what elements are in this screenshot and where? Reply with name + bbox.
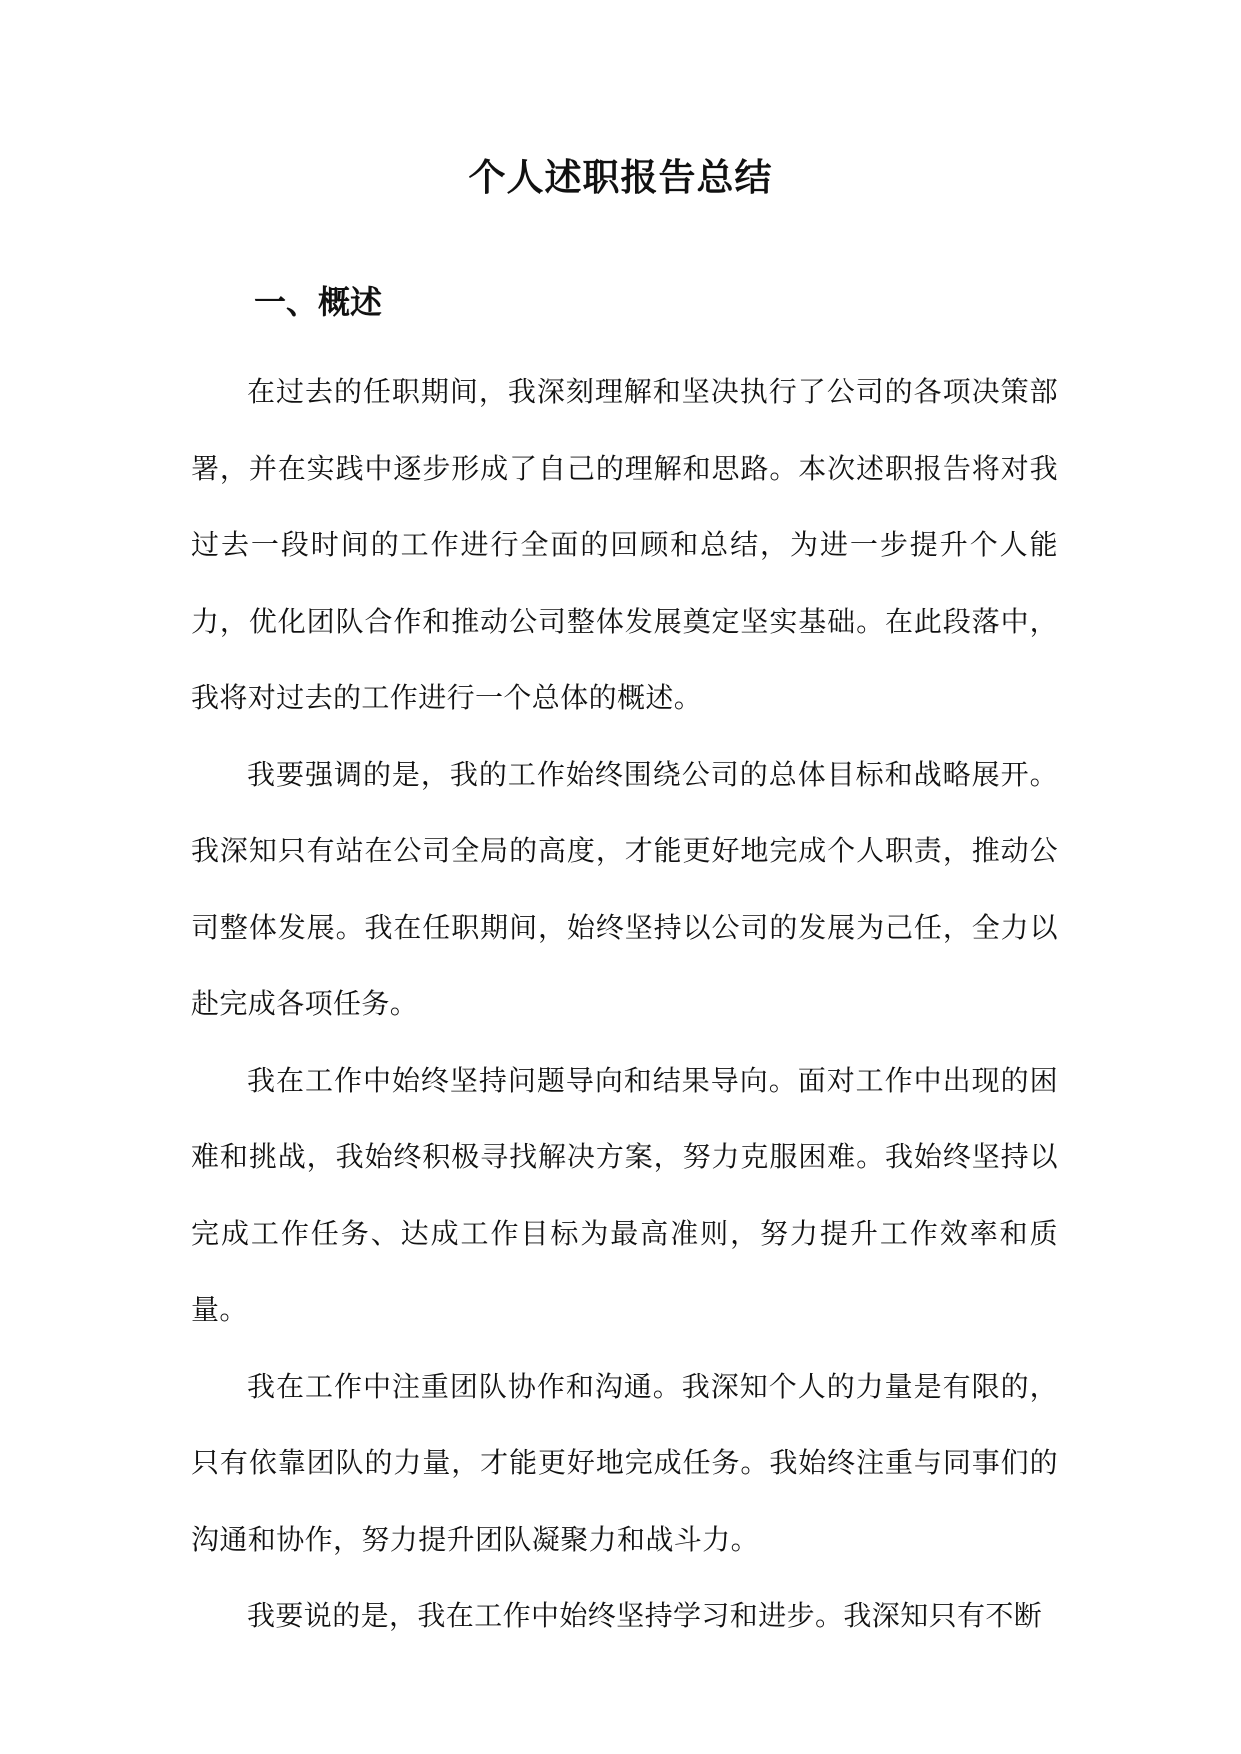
section-heading: 一、概述 <box>254 283 383 321</box>
paragraph: 我在工作中注重团队协作和沟通。我深知个人的力量是有限的，只有依靠团队的力量，才能更好地完成任务。我始终注重与同事们的沟通和协作，努力提升团队凝聚力和战斗力。 <box>191 1369 1058 1556</box>
paragraph: 我在工作中始终坚持问题导向和结果导向。面对工作中出现的困难和挑战，我始终积极寻找解决方案，努力克服困难。我始终坚持以完成工作任务、达成工作目标为最高准则，努力提升工作效率和质量。 <box>191 1063 1058 1326</box>
paragraph: 我要强调的是，我的工作始终围绕公司的总体目标和战略展开。我深知只有站在公司全局的高度，才能更好地完成个人职责，推动公司整体发展。我在任职期间，始终坚持以公司的发展为己任，全力以赴完成各项任务。 <box>191 757 1058 1020</box>
paragraph: 我要说的是，我在工作中始终坚持学习和进步。我深知只有不断 <box>247 1599 1043 1632</box>
document-body <box>191 354 1058 1655</box>
document-title: 个人述职报告总结 <box>468 155 773 199</box>
paragraph: 在过去的任职期间，我深刻理解和坚决执行了公司的各项决策部署，并在实践中逐步形成了自己的理解和思路。本次述职报告将对我过去一段时间的工作进行全面的回顾和总结，为进一步提升个人能力，优化团队合作和推动公司整体发展奠定坚实基础。在此段落中，我将对过去的工作进行一个总体的概述。 <box>191 375 1058 714</box>
